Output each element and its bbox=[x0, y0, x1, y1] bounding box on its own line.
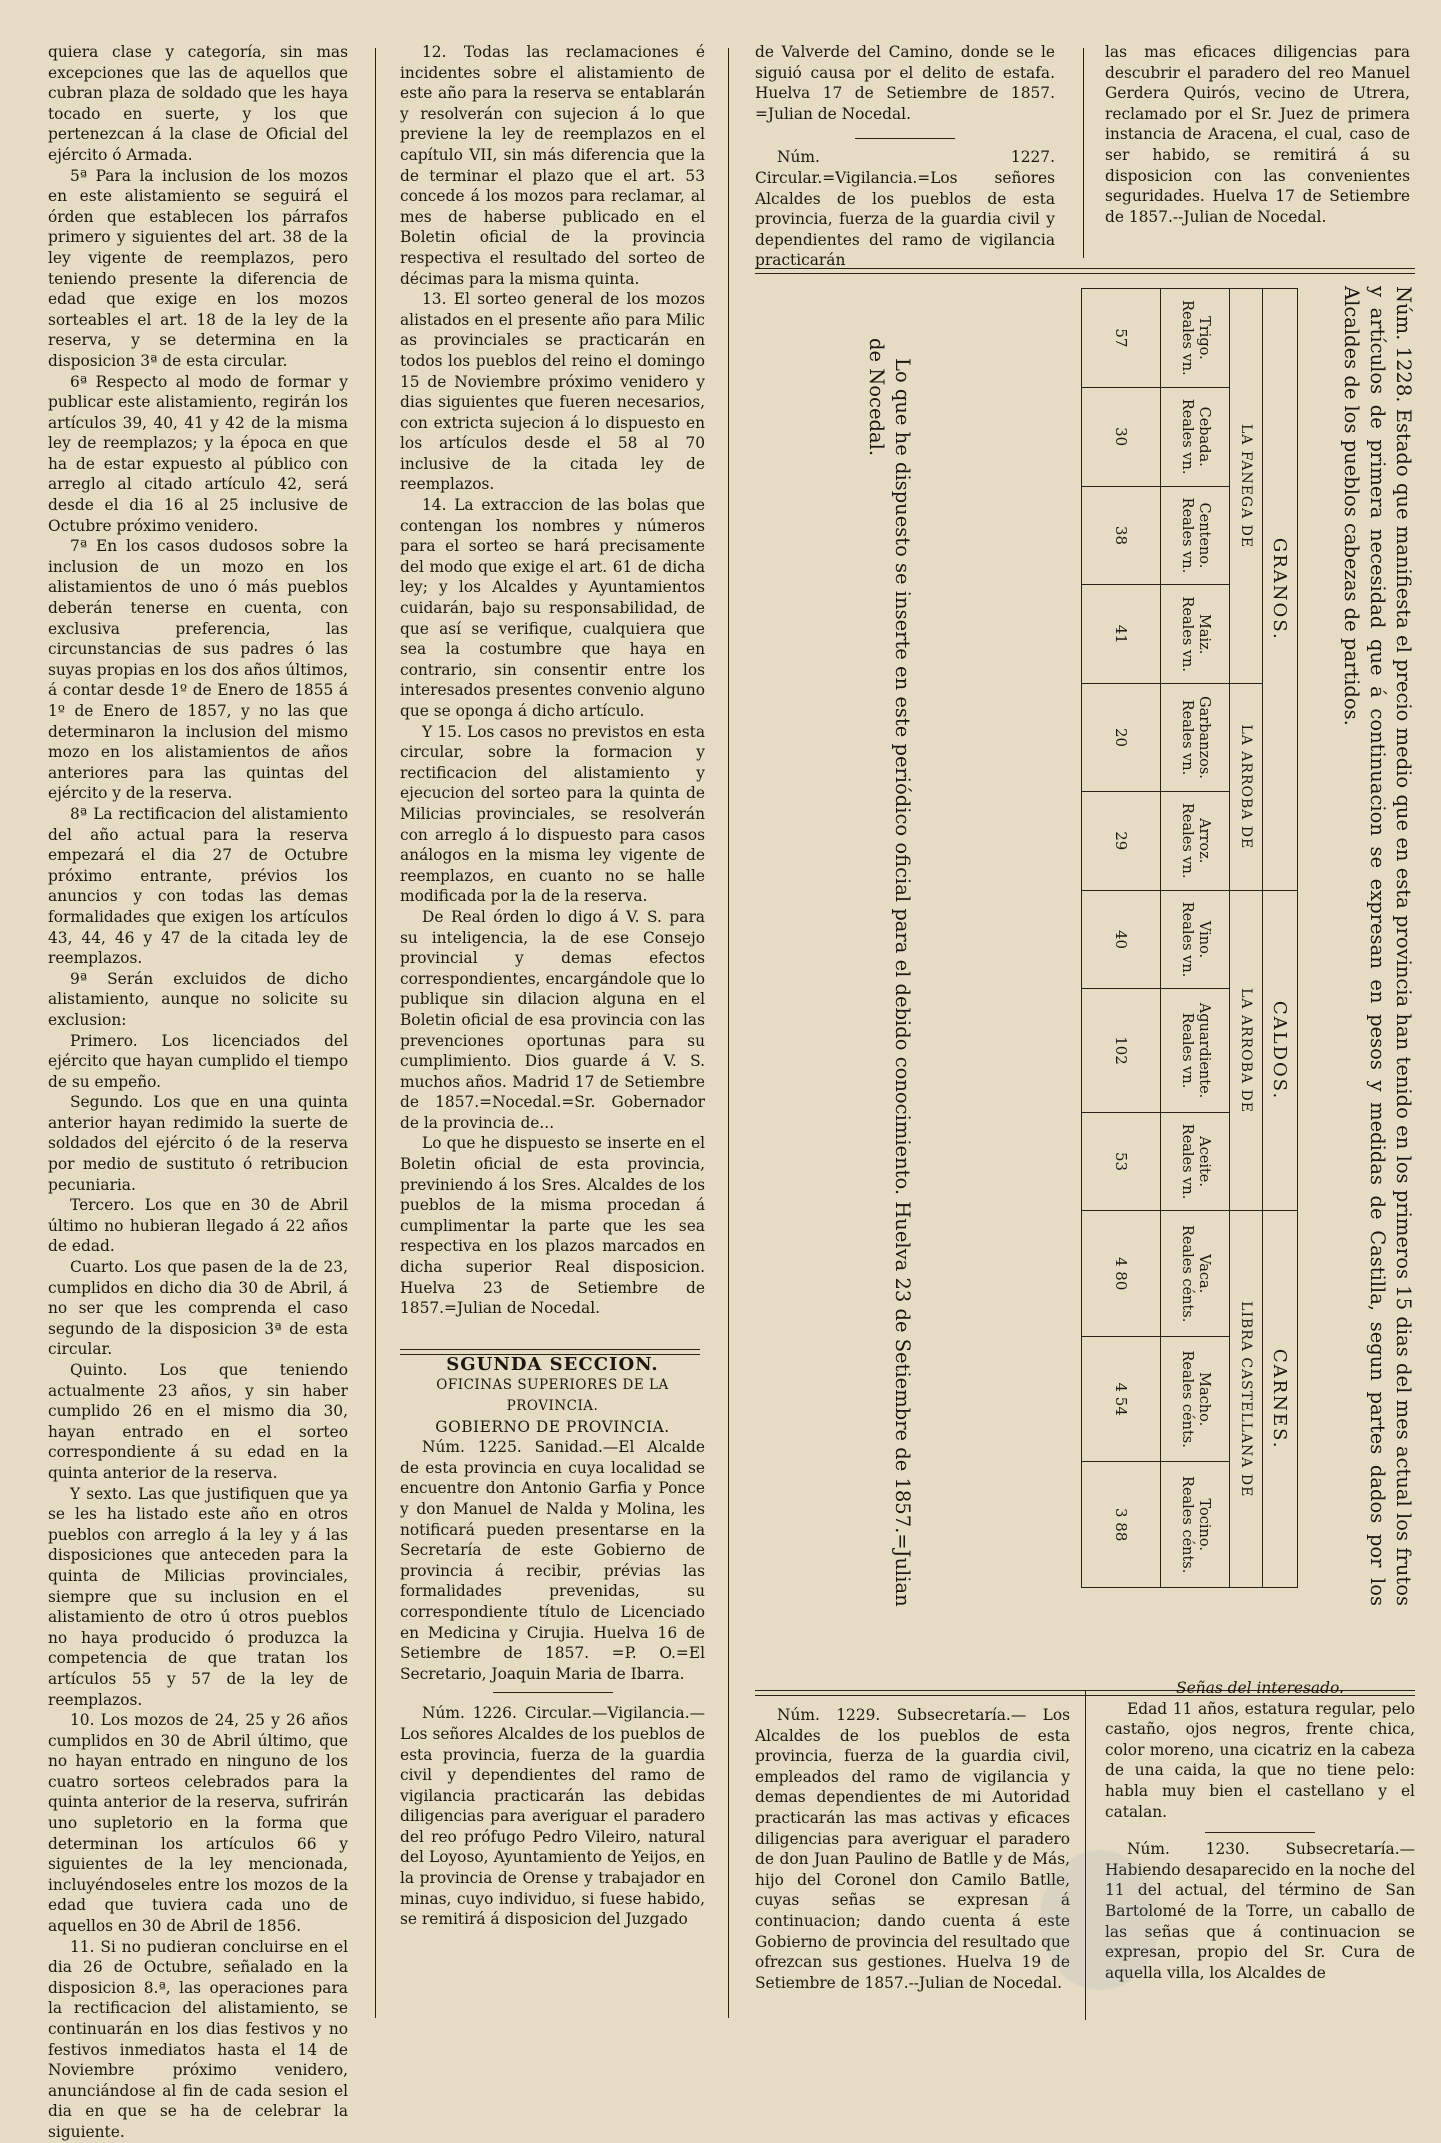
notice-1226: Núm. 1226. Circular.—Vigilancia.—Los señores Alcaldes de los pueblos de esta provincia, fuerza de la guardia civil y dependientes del ramo de vigilancia practicarán las debidas diligencias para averiguar el paradero del reo prófugo Pedro Vileiro, natural del Loyoso, Ayuntamiento de Yeijos, en la provincia de Orense y trabajador en minas, cuyo individuo, si fuese habido, se remitirá á disposicion del Juzgado bbox=[400, 1704, 705, 1929]
header-unit: Reales cénts. bbox=[1179, 1225, 1195, 1323]
col3-continuation: de Valverde del Camino, donde se le siguió causa por el delito de estafa. Huelva 17 de Setiembre de 1857. =Julian de Nocedal. bbox=[755, 43, 1055, 123]
header-name: Aguardiente. bbox=[1196, 1002, 1212, 1099]
notice-1225: Núm. 1225. Sanidad.—El Alcalde de esta provincia en cuya localidad se encuentre don Antonio Garfia y Ponce y don Manuel de Nalda y Molina, les notificará pueden presentarse en la Secretaría de este Gobierno de provincia á recibir, prévias las formalidades prevenidas, su correspondiente título de Licenciado en Medicina y Cirujia. Huelva 16 de Setiembre de 1857. =P. O.=El Secretario, Joaquin Maria de Ibarra. bbox=[400, 1438, 705, 1683]
header-unit: Reales vn. bbox=[1179, 398, 1195, 475]
notice-1227: Núm. 1227. Circular.=Vigilancia.=Los señores Alcaldes de los pueblos de esta provincia, fuerza de la guardia civil y dependientes del ramo de vigilancia practicarán bbox=[755, 148, 1055, 270]
subgroup-arroba-caldos: LA ARROBA DE bbox=[1230, 890, 1263, 1211]
header-garbanzos bbox=[1161, 684, 1230, 792]
group-carnes: CARNES. bbox=[1263, 1211, 1298, 1588]
value-garbanzos: 20 bbox=[1082, 684, 1161, 792]
value-cebada: 30 bbox=[1082, 387, 1161, 486]
column-4-top bbox=[1105, 42, 1410, 227]
header-name: Cebada. bbox=[1196, 406, 1212, 467]
header-vaca bbox=[1161, 1211, 1230, 1336]
col1-paragraph: 9ª Serán excluidos de dicho alistamiento, aunque no solicite su exclusion: bbox=[48, 969, 348, 1029]
col1-paragraph: Primero. Los licenciados del ejército que hayan cumplido el tiempo de su empeño. bbox=[48, 1031, 348, 1091]
value-vino: 40 bbox=[1082, 890, 1161, 989]
value-aceite: 53 bbox=[1082, 1112, 1161, 1211]
col2-paragraph: 13. El sorteo general de los mozos alistados en el presente año para Milic as provinciales se practicarán en todos los pueblos del reino el domingo 15 de Noviembre próximo venidero y dias siguientes que fueren necesarios, con extricta sujecion á lo dispuesto en los artículos desde el 58 al 70 inclusive de la citada ley de reemplazos. bbox=[400, 290, 705, 494]
header-name: Vino. bbox=[1196, 920, 1212, 959]
col2-paragraph: Y 15. Los casos no previstos en esta circular, sobre la formacion y rectificacion del alistamiento y ejecucion del sorteo para la quinta de Milicias provinciales, se resolverán con arreglo á lo dispuesto para casos análogos en la misma ley vigente de reemplazos, en cuanto no se halle modificada por la de la reserva. bbox=[400, 722, 705, 906]
header-unit: Reales vn. bbox=[1179, 497, 1195, 574]
notice-1230: Núm. 1230. Subsecretaría.— Habiendo desaparecido en la noche del 11 del actual, del término de San Bartolomé de la Torre, un caballo de las señas que á continuacion se expresan, propio del Sr. Cura de aquella villa, los Alcaldes de bbox=[1105, 1840, 1415, 1982]
header-name: Garbanzos. bbox=[1196, 696, 1212, 779]
value-arroz: 29 bbox=[1082, 791, 1161, 890]
col4-continuation: las mas eficaces diligencias para descubrir el paradero del reo Manuel Gerdera Quirós, vecino de Utrera, reclamado por el Sr. Juez de primera instancia de Aracena, el cual, caso de ser habido, se remitirá á su disposicion con las convenientes seguridades. Huelva 17 de Setiembre de 1857.--Julian de Nocedal. bbox=[1105, 43, 1410, 226]
col1-paragraph: Tercero. Los que en 30 de Abril último no hubieran llegado á 22 años de edad. bbox=[48, 1196, 348, 1256]
col2-paragraph: Lo que he dispuesto se inserte en el Boletin oficial de esta provincia, previniendo á los Sres. Alcaldes de los pueblos de la misma procedan á cumplimentar la parte que les sea respectiva en los plazos marcados en dicha superior Real disposicion. Huelva 23 de Setiembre de 1857.=Julian de Nocedal. bbox=[400, 1134, 705, 1318]
value-trigo: 57 bbox=[1082, 289, 1161, 388]
col2-paragraph: 14. La extraccion de las bolas que contengan los nombres y números para el sorteo se hará precisamente del modo que exige el art. 61 de dicha ley; y los Alcaldes y Ayuntamientos cuidarán, bajo su responsabilidad, de que así se verifique, cualquiera que sea la costumbre que haya en contrario, sin consentir entre los interesados presentes convenio alguno que se oponga á dicho artículo. bbox=[400, 496, 705, 720]
header-unit: Reales cénts. bbox=[1179, 1350, 1195, 1448]
header-name: Aceite. bbox=[1196, 1136, 1212, 1187]
header-name: Vaca. bbox=[1196, 1254, 1212, 1294]
col2-paragraph: De Real órden lo digo á V. S. para su inteligencia, la de ese Consejo provincial y demas efectos correspondientes, encargándole que lo publique sin dilacion alguna en el Boletin oficial de esa provincia con las prevenciones oportunas para su cumplimiento. Dios guarde á V. S. muchos años. Madrid 17 de Setiembre de 1857.=Nocedal.=Sr. Gobernador de la provincia de... bbox=[400, 907, 705, 1132]
header-unit: Reales vn. bbox=[1179, 901, 1195, 978]
value-tocino: 3 88 bbox=[1082, 1462, 1161, 1588]
col1-paragraph: 6ª Respecto al modo de formar y publicar este alistamiento, regirán los artículos 39, 40, 41 y 42 de la misma ley de reemplazos; y la época en que ha de estar expuesto al público con arreglo al citado artículo 42, será desde el dia 16 al 25 inclusive de Octubre próximo venidero. bbox=[48, 372, 348, 535]
header-vino bbox=[1161, 890, 1230, 989]
value-vaca: 4 80 bbox=[1082, 1211, 1161, 1336]
price-table-closing bbox=[863, 338, 915, 1618]
group-granos: GRANOS. bbox=[1263, 289, 1298, 891]
column-divider bbox=[1083, 48, 1084, 258]
section-title: SGUNDA SECCION. bbox=[446, 1353, 659, 1375]
col1-paragraph: 8ª La rectificacion del alistamiento del año actual para la reserva empezará el dia 27 de Octubre próximo entrante, prévios los anuncios y con todas las demas formalidades que exigen los artículos 43, 44, 46 y 47 de la citada ley de reemplazos. bbox=[48, 804, 348, 968]
subgroup-arroba-granos: LA ARROBA DE bbox=[1230, 684, 1263, 891]
header-name: Trigo. bbox=[1196, 316, 1212, 360]
header-maiz bbox=[1161, 585, 1230, 684]
col1-paragraph: Quinto. Los que teniendo actualmente 23 años, y sin haber cumplido 26 en el mismo dia 30, hayan entrado en el sorteo correspondiente á su edad en la quinta anterior de la reserva. bbox=[48, 1361, 348, 1482]
value-macho: 4 54 bbox=[1082, 1336, 1161, 1461]
header-unit: Reales vn. bbox=[1179, 802, 1195, 879]
header-trigo bbox=[1161, 289, 1230, 388]
senas-text: Edad 11 años, estatura regular, pelo castaño, ojos negros, frente chica, color moreno, una cicatriz en la cabeza de una caida, la que no tiene pelo: habla muy bien el castellano y el catalan. bbox=[1105, 1699, 1415, 1821]
value-aguardiente: 102 bbox=[1082, 989, 1161, 1112]
notice-rule bbox=[493, 1692, 613, 1693]
header-unit: Reales vn. bbox=[1179, 1123, 1195, 1200]
header-centeno bbox=[1161, 486, 1230, 585]
offices-heading: OFICINAS SUPERIORES DE LA PROVINCIA. bbox=[436, 1377, 669, 1414]
header-name: Tocino. bbox=[1196, 1498, 1212, 1551]
government-heading: GOBIERNO DE PROVINCIA. bbox=[435, 1417, 670, 1436]
col1-paragraph: 7ª En los casos dudosos sobre la inclusion de un mozo en los alistamientos de uno ó más pueblos deberán tenerse en cuenta, con exclusiva preferencia, las circunstancias de sus padres ó las suyas propias en los dos años últimos, á contar desde 1º de Enero de 1855 á 1º de Enero de 1857, y no las que determinaron la inclusion del mismo mozo en los alistamientos de años anteriores para las quintas del ejército y de la reserva. bbox=[48, 537, 348, 803]
closing-text: Lo que he dispuesto se inserte en este periódico oficial para el debido conocimiento. Huelva 23 de Setiembre de 1857.=Julian de Nocedal. bbox=[865, 338, 914, 1607]
header-aguardiente bbox=[1161, 989, 1230, 1112]
subgroup-libra: LIBRA CASTELLANA DE bbox=[1230, 1211, 1263, 1588]
senas-title: Señas del interesado. bbox=[1176, 1679, 1344, 1697]
column-1 bbox=[48, 42, 348, 2143]
col1-paragraph: quiera clase y categoría, sin mas excepciones que las de aquellos que cubran plaza de soldado que les haya tocado en suerte, y los que pertenezcan á la clase de Oficial del ejército ó Armada. bbox=[48, 43, 348, 164]
header-aceite bbox=[1161, 1112, 1230, 1211]
header-unit: Reales vn. bbox=[1179, 699, 1195, 776]
notice-rule bbox=[1205, 1832, 1315, 1833]
header-unit: Reales vn. bbox=[1179, 300, 1195, 376]
group-caldos: CALDOS. bbox=[1263, 890, 1298, 1211]
col1-paragraph: 5ª Para la inclusion de los mozos en este alistamiento se seguirá el órden que establecen los párrafos primero y siguientes del art. 38 de la ley vigente de reemplazos, pero teniendo presente la diferencia de edad que exige en los mozos sorteables el art. 18 de la ley de la reserva, y se determina en la disposicion 3ª de esta circular. bbox=[48, 166, 348, 370]
header-name: Macho. bbox=[1196, 1372, 1212, 1427]
price-table-title: Núm. 1228. Estado que manifiesta el precio medio que en esta provincia han tenido en los primeros 15 dias del mes actual los frutos y artículos de primera necesidad que á continuacion se expresan en pesos y medidas de Castilla, segun partes dados por los Alcaldes de los pueblos cabezas de partidos. bbox=[1340, 286, 1415, 1606]
col1-paragraph: Segundo. Los que en una quinta anterior hayan redimido la suerte de soldados del ejército ó de la reserva por medio de sustituto ó retribucion pecuniaria. bbox=[48, 1093, 348, 1194]
header-cebada bbox=[1161, 387, 1230, 486]
header-name: Maiz. bbox=[1196, 614, 1212, 655]
column-3-bottom bbox=[755, 1705, 1070, 1993]
price-table bbox=[1081, 288, 1298, 1588]
col1-paragraph: Y sexto. Las que justifiquen que ya se les ha listado este año en otros pueblos con arreglo á la ley y á las disposiciones que anteceden para la quinta de Milicias provinciales, siempre que su inclusion en el alistamiento de otro ú otros pueblos no haya producido ó produzca la competencia de que tratan los artículos 55 y 57 de la ley de reemplazos. bbox=[48, 1484, 348, 1709]
col1-paragraph: 10. Los mozos de 24, 25 y 26 años cumplidos en 30 de Abril último, que no hayan entrado en ninguno de los cuatro sorteos celebrados para la quinta anterior de la reserva, sufrirán uno supletorio en la forma que determinan los artículos 66 y siguientes de la ley mencionada, incluyéndoseles entre los mozos de la edad que tuviera cada uno de aquellos en 30 de Abril de 1856. bbox=[48, 1711, 348, 1936]
price-table-block bbox=[770, 268, 1420, 1618]
column-divider bbox=[375, 48, 376, 2018]
column-2 bbox=[400, 42, 705, 1930]
paper-stain bbox=[1040, 1850, 1160, 1990]
value-centeno: 38 bbox=[1082, 486, 1161, 585]
header-name: Arroz. bbox=[1196, 818, 1212, 864]
col2-paragraph: 12. Todas las reclamaciones é incidentes sobre el alistamiento de este año para la reserva se entablarán y resolverán con sujecion á lo que previene la ley de reemplazos en el capítulo VII, sin más diferencia que la de terminar el plazo que el art. 53 concede á los mozos para reclamar, al mes de haberse publicado en el Boletin oficial de la provincia respectiva el resultado del sorteo de décimas para la misma quinta. bbox=[400, 43, 705, 288]
column-3-top bbox=[755, 42, 1055, 271]
header-unit: Reales vn. bbox=[1179, 1012, 1195, 1089]
header-tocino bbox=[1161, 1462, 1230, 1588]
header-unit: Reales cénts. bbox=[1179, 1476, 1195, 1574]
col1-paragraph: 11. Si no pudieran concluirse en el dia 26 de Octubre, señalado en la disposicion 8.ª, las operaciones para la rectificacion del alistamiento, se continuarán en los dias festivos y no festivos inmediatos hasta el 14 de Noviembre próximo venidero, anunciándose al fin de cada sesion el dia en que se ha de celebrar la siguiente. bbox=[48, 1937, 348, 2141]
value-maiz: 41 bbox=[1082, 585, 1161, 684]
col1-paragraph: Cuarto. Los que pasen de la de 23, cumplidos en dicho dia 30 de Abril, á no ser que les comprenda el caso segundo de la disposicion 3ª de esta circular. bbox=[48, 1258, 348, 1359]
notice-rule bbox=[855, 138, 955, 139]
header-unit: Reales vn. bbox=[1179, 596, 1195, 673]
subgroup-fanega: LA FANEGA DE bbox=[1230, 289, 1263, 684]
header-macho bbox=[1161, 1336, 1230, 1461]
column-divider bbox=[728, 48, 729, 2018]
section-rule bbox=[400, 1349, 700, 1355]
header-arroz bbox=[1161, 791, 1230, 890]
notice-1229: Núm. 1229. Subsecretaría.— Los Alcaldes de los pueblos de esta provincia, fuerza de la guardia civil, empleados del ramo de vigilancia y demas dependientes de mi Autoridad practicarán las mas activas y eficaces diligencias para averiguar el paradero de don Juan Paulino de Batlle y de Más, hijo del Coronel don Camilo Batlle, cuyas señas se expresan á continuacion; dando cuenta á este Gobierno de provincia del resultado que ofrezcan sus gestiones. Huelva 19 de Setiembre de 1857.--Julian de Nocedal. bbox=[755, 1706, 1070, 1992]
header-name: Centeno. bbox=[1196, 502, 1212, 569]
